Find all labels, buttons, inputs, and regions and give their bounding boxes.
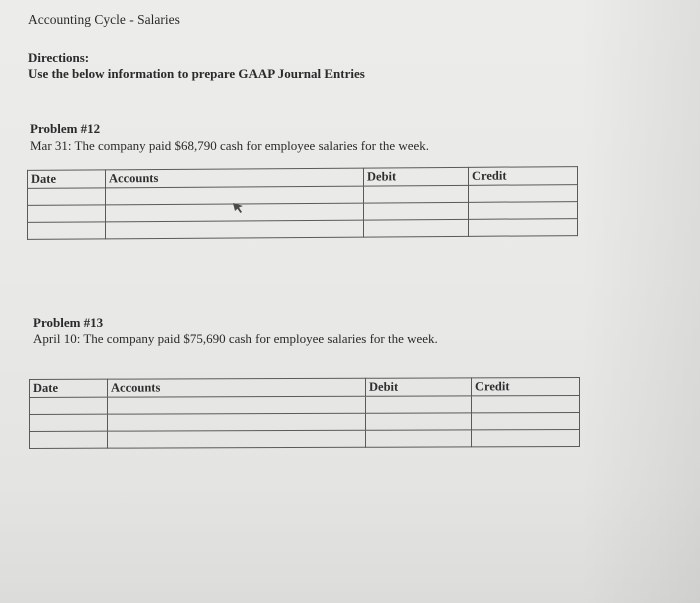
accounts-cell[interactable] <box>108 396 366 414</box>
date-cell[interactable] <box>28 188 106 206</box>
journal-row <box>28 219 578 240</box>
journal-row <box>30 430 580 449</box>
journal-table-problem-13 <box>29 377 580 449</box>
page-title: Accounting Cycle - Salaries <box>28 12 180 27</box>
problem-13-text: April 10: The company paid $75,690 cash for employee salaries for the week. <box>33 331 438 346</box>
credit-cell[interactable] <box>472 396 580 413</box>
mouse-pointer-icon <box>232 202 244 214</box>
accounts-header: Accounts <box>108 378 366 397</box>
journal-table-problem-12 <box>27 166 578 240</box>
credit-cell[interactable] <box>472 413 580 430</box>
date-cell[interactable] <box>30 397 108 414</box>
credit-cell[interactable] <box>472 430 580 447</box>
journal-header-row <box>30 378 580 398</box>
journal-row <box>30 413 580 432</box>
date-cell[interactable] <box>28 222 106 240</box>
credit-header: Credit <box>472 378 580 396</box>
problem-12-heading: Problem #12 <box>30 121 101 136</box>
problem-12-text: Mar 31: The company paid $68,790 cash for employee salaries for the week. <box>30 138 430 153</box>
debit-cell[interactable] <box>364 202 469 220</box>
page-edge-shadow <box>580 0 700 603</box>
credit-cell[interactable] <box>469 219 578 237</box>
date-cell[interactable] <box>28 205 106 223</box>
directions-heading: Directions: <box>28 50 90 65</box>
debit-cell[interactable] <box>364 185 469 203</box>
accounts-cell[interactable] <box>108 413 366 431</box>
credit-cell[interactable] <box>469 202 578 220</box>
debit-header: Debit <box>364 167 469 186</box>
accounts-header: Accounts <box>106 168 364 188</box>
date-header: Date <box>28 170 106 189</box>
debit-cell[interactable] <box>366 413 472 430</box>
debit-cell[interactable] <box>366 430 472 447</box>
date-header: Date <box>30 379 108 397</box>
journal-row <box>30 396 580 415</box>
debit-cell[interactable] <box>364 219 469 237</box>
problem-13-heading: Problem #13 <box>33 315 104 330</box>
debit-cell[interactable] <box>366 396 472 413</box>
date-cell[interactable] <box>30 431 108 448</box>
debit-header: Debit <box>366 378 472 396</box>
date-cell[interactable] <box>30 414 108 431</box>
accounts-cell[interactable] <box>108 430 366 448</box>
directions-text: Use the below information to prepare GAAP Journal Entries <box>28 66 365 81</box>
credit-header: Credit <box>469 167 578 186</box>
credit-cell[interactable] <box>469 185 578 203</box>
accounts-cell[interactable] <box>106 220 364 239</box>
